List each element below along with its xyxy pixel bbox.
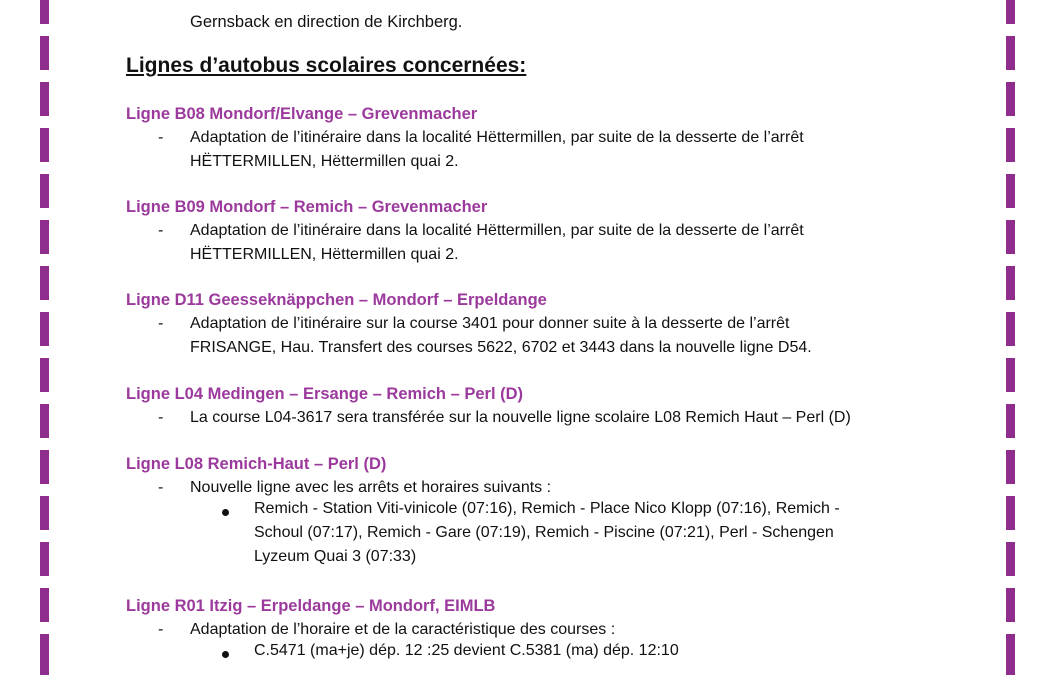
line-title: Ligne L08 Remich-Haut – Perl (D) — [126, 455, 387, 473]
section-b08 — [126, 102, 946, 174]
dash-marker: - — [158, 315, 164, 332]
line-title: Ligne B09 Mondorf – Remich – Grevenmacher — [126, 198, 488, 216]
bullet-text-line: C.5471 (ma+je) dép. 12 :25 devient C.5381 (ma) dép. 12:10 — [254, 642, 679, 659]
item-text-line: FRISANGE, Hau. Transfert des courses 5622, 6702 et 3443 dans la nouvelle ligne D54. — [190, 339, 812, 356]
bullet-item — [126, 500, 946, 572]
list-item — [126, 312, 946, 360]
bullet-text-line: Lyzeum Quai 3 (07:33) — [254, 548, 417, 565]
line-title: Ligne D11 Geesseknäppchen – Mondorf – Erpeldange — [126, 291, 547, 309]
dash-marker: - — [158, 479, 164, 496]
list-item — [126, 406, 946, 430]
bullet-text-line: Remich - Station Viti-vinicole (07:16), Remich - Place Nico Klopp (07:16), Remich - — [254, 500, 840, 517]
item-text-line: Adaptation de l’itinéraire dans la localité Hëttermillen, par suite de la desserte de l’arrêt — [190, 129, 804, 146]
list-item — [126, 219, 946, 267]
line-title: Ligne R01 Itzig – Erpeldange – Mondorf, EIMLB — [126, 597, 496, 615]
left-dashed-border — [40, 0, 49, 675]
line-title: Ligne L04 Medingen – Ersange – Remich – Perl (D) — [126, 385, 524, 403]
item-text-line: HËTTERMILLEN, Hëttermillen quai 2. — [190, 246, 459, 263]
top-fragment-line-1 — [190, 0, 950, 10]
list-item — [126, 618, 946, 642]
dash-marker: - — [158, 222, 164, 239]
page-heading: Lignes d’autobus scolaires concernées: — [126, 54, 527, 77]
section-b09 — [126, 195, 946, 267]
line-title: Ligne B08 Mondorf/Elvange – Grevenmacher — [126, 105, 478, 123]
item-text-line: HËTTERMILLEN, Hëttermillen quai 2. — [190, 153, 459, 170]
list-item — [126, 476, 946, 500]
section-l04 — [126, 382, 946, 430]
dash-marker: - — [158, 409, 164, 426]
item-text-line: Adaptation de l’horaire et de la caractéristique des courses : — [190, 621, 616, 638]
bullet-icon — [222, 651, 229, 658]
dash-marker: - — [158, 129, 164, 146]
list-item — [126, 126, 946, 174]
bullet-icon — [222, 509, 229, 516]
top-fragment — [190, 0, 950, 34]
dash-marker: - — [158, 621, 164, 638]
bullet-item — [126, 642, 946, 666]
item-text-line: Nouvelle ligne avec les arrêts et horaires suivants : — [190, 479, 552, 496]
right-dashed-border — [1006, 0, 1015, 675]
top-fragment-line-2: Gernsback en direction de Kirchberg. — [190, 13, 463, 31]
section-l08 — [126, 452, 946, 572]
item-text-line: Adaptation de l’itinéraire dans la localité Hëttermillen, par suite de la desserte de l’arrêt — [190, 222, 804, 239]
bullet-text-line: Schoul (07:17), Remich - Gare (07:19), Remich - Piscine (07:21), Perl - Schengen — [254, 524, 834, 541]
section-r01 — [126, 594, 946, 666]
section-d11 — [126, 288, 946, 360]
item-text-line: La course L04-3617 sera transférée sur la nouvelle ligne scolaire L08 Remich Haut – Perl (D) — [190, 409, 851, 426]
item-text-line: Adaptation de l’itinéraire sur la course 3401 pour donner suite à la desserte de l’arrêt — [190, 315, 790, 332]
